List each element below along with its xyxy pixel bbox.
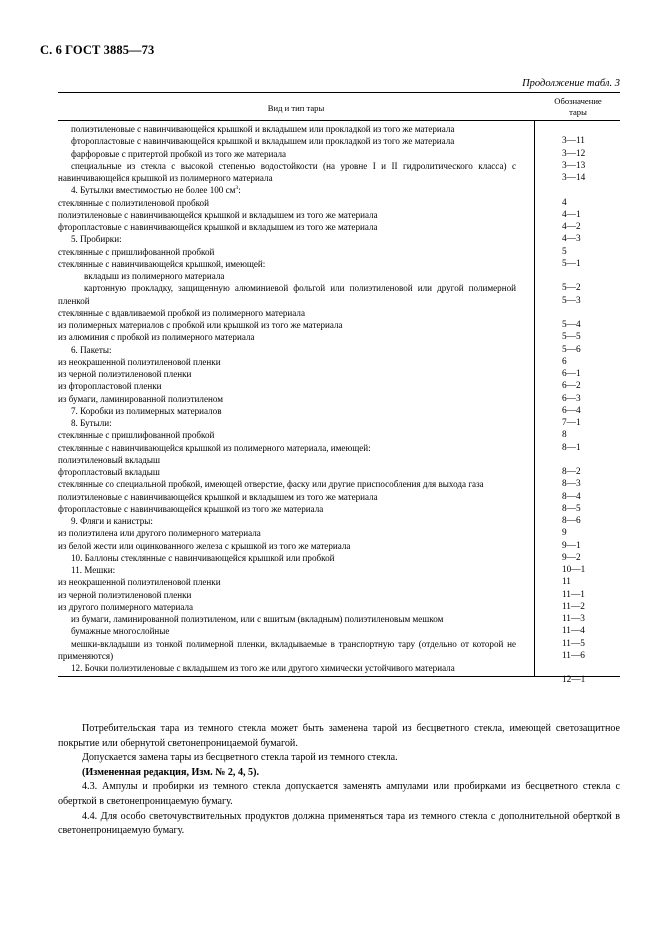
table-cell-description: полиэтиленовый вкладыш <box>58 454 160 465</box>
table-cell-description: полиэтиленовые с навинчивающейся крышкой и вкладышем из того же материала <box>58 491 378 502</box>
table-cell-description: из черной полиэтиленовой пленки <box>58 589 192 600</box>
table-cell-code: 8—2 <box>562 467 581 477</box>
table-body <box>58 121 620 686</box>
table-cell-code: 5 <box>562 246 567 257</box>
table-cell-description: из полимерных материалов с пробкой или крышкой из того же материала <box>58 320 343 330</box>
table-cell-code: 4—2 <box>562 222 581 232</box>
table-cell-description: 8. Бутыли: <box>71 418 112 428</box>
table-cell-description: 5. Пробирки: <box>71 234 122 245</box>
table-cell-description: из фторопластовой пленки <box>58 381 162 392</box>
table-cell-description: стеклянные с навинчивающейся крышкой из полимерного материала, имеющей: <box>58 442 371 453</box>
table-cell-description: из неокрашенной полиэтиленовой пленки <box>58 356 221 367</box>
table-cell-description: картонную прокладку, защищенную алюминиевой фольгой или полиэтиленовой или другой полимерной пленкой <box>58 283 516 306</box>
table-cell-description: из черной полиэтиленовой пленки <box>58 369 192 379</box>
table-rows <box>58 121 620 686</box>
table-cell-code: 3—12 <box>562 148 586 159</box>
table-cell-code: 8—3 <box>562 479 581 490</box>
table-cell-description: фарфоровые с притертой пробкой из того же материала <box>71 148 287 159</box>
body-paragraph: Потребительская тара из темного стекла может быть заменена тарой из бесцветного стекла, имеющей светозащитное покрытие или обернутой светонепроницаемой бумагой. <box>58 723 620 749</box>
table-cell-description: полиэтиленовые с навинчивающейся крышкой и вкладышем из того же материала <box>58 209 378 220</box>
table-cell-code: 3—13 <box>562 160 586 171</box>
table-row <box>58 148 620 171</box>
table-row <box>58 638 620 663</box>
table-cell-code: 6—4 <box>562 405 581 416</box>
body-paragraph: (Измененная редакция, Изм. № 2, 4, 5). <box>82 766 259 778</box>
table-cell-description: фторопластовые с навинчивающейся крышкой и вкладышем из того же материала <box>58 222 378 232</box>
table-cell-description: 9. Фляги и канистры: <box>71 516 153 526</box>
table-cell-description: 10. Баллоны стеклянные с навинчивающейся крышкой или пробкой <box>71 552 335 563</box>
table-cell-description: стеклянные со специальной пробкой, имеющей отверстие, фаску или другие приспособления для выхода газа <box>58 479 484 490</box>
table-cell-code: 11—1 <box>562 589 585 600</box>
table-row <box>58 282 620 307</box>
table-cell-code: 8—6 <box>562 516 581 526</box>
table-cell-code: 3—14 <box>562 173 586 183</box>
body-paragraph: Допускается замена тары из бесцветного стекла тарой из темного стекла. <box>82 752 398 764</box>
table-cell-code: 11—4 <box>562 626 585 637</box>
table-cell-code: 8—4 <box>562 491 581 502</box>
table-cell-code: 4—1 <box>562 209 581 220</box>
body-text <box>58 722 620 839</box>
running-head: С. 6 ГОСТ 3885—73 <box>40 43 155 57</box>
table-header-row <box>58 93 620 120</box>
table-row <box>58 442 620 454</box>
table-cell-description: 7. Коробки из полимерных материалов <box>71 405 222 416</box>
table-cell-description: стеклянные с пришлифованной пробкой <box>58 430 215 441</box>
body-paragraph: 4.4. Для особо светочувствительных продуктов должна применяться тара из темного стекла с дополнительной оберткой в светонепроницаемую бумагу. <box>58 810 620 837</box>
table-cell-code: 7—1 <box>562 418 581 428</box>
table-cell-code: 11—3 <box>562 614 585 624</box>
table-row <box>58 160 620 185</box>
table-cell-code: 5—6 <box>562 344 581 355</box>
table-cell-code: 4—3 <box>562 234 581 245</box>
table-cell-code: 11—6 <box>562 650 585 661</box>
table-cell-code: 11 <box>562 577 571 588</box>
table-cell-description: из бумаги, ламинированной полиэтиленом, или с вшитым (вкладным) полиэтиленовым мешком <box>71 614 444 624</box>
table-cell-code: 6 <box>562 356 567 367</box>
table-cell-description: специальные из стекла с высокой степенью водостойкости (на уровне I и II гидролитического класса) с навинчивающейся крышкой из полимерного материала <box>58 160 516 183</box>
table-cell-description: из белой жести или оцинкованного железа с крышкой из того же материала <box>58 540 351 551</box>
table-cell-code: 9 <box>562 528 567 539</box>
table-cell-code: 6—1 <box>562 369 581 379</box>
table-cell-description: 12. Бочки полиэтиленовые с вкладышем из того же или другого химически устойчивого материала <box>71 663 455 673</box>
table-cell-code: 6—3 <box>562 393 581 404</box>
tara-types-table <box>58 92 620 686</box>
column-header-description: Вид и тип тары <box>267 103 325 113</box>
table-cell-code: 5—2 <box>562 283 581 294</box>
column-header-code <box>536 96 620 118</box>
table-cell-code: 8—5 <box>562 503 581 514</box>
table-continuation-caption: Продолжение табл. 3 <box>522 78 620 89</box>
table-cell-description: стеклянные с вдавливаемой пробкой из полимерного материала <box>58 307 305 318</box>
table-cell-code: 4 <box>562 197 567 208</box>
table-cell-description: из алюминия с пробкой из полимерного материала <box>58 332 255 343</box>
table-cell-description: из бумаги, ламинированной полиэтиленом <box>58 393 223 404</box>
table-cell-description: полиэтиленовые с навинчивающейся крышкой и вкладышем или прокладкой из того же материала <box>71 124 455 134</box>
table-cell-code: 5—5 <box>562 332 581 343</box>
table-cell-description: мешки-вкладыши из тонкой полимерной пленки, вкладываемые в транспортную тару (отдельно от которой не применяются) <box>58 638 516 661</box>
table-cell-description: из полиэтилена или другого полимерного материала <box>58 528 261 539</box>
table-row <box>58 662 620 686</box>
table-cell-code: 9—1 <box>562 540 581 551</box>
column-header-code-line1: Обозначение <box>554 96 602 106</box>
table-cell-description: бумажные многослойные <box>71 626 170 637</box>
table-cell-description: 11. Мешки: <box>71 565 116 575</box>
table-cell-description: стеклянные с навинчивающейся крышкой, имеющей: <box>58 258 266 269</box>
table-cell-code: 12—1 <box>562 675 586 686</box>
table-cell-code: 10—1 <box>562 565 586 575</box>
table-cell-code: 11—2 <box>562 601 585 612</box>
table-cell-code: 5—1 <box>562 258 581 269</box>
body-paragraph: 4.3. Ампулы и пробирки из темного стекла допускается заменять ампулами или пробирками из бесцветного стекла с оберткой в светонепроницаемую бумагу. <box>58 781 620 807</box>
table-cell-code: 8 <box>562 430 567 441</box>
table-row <box>58 270 620 294</box>
table-cell-description: стеклянные с полиэтиленовой пробкой <box>58 197 209 208</box>
table-cell-code: 11—5 <box>562 638 585 649</box>
table-cell-description: фторопластовый вкладыш <box>58 467 160 477</box>
table-cell-description: 4. Бутылки вместимостью не более 100 $см^3$: <box>71 185 241 196</box>
table-cell-description: из неокрашенной полиэтиленовой пленки <box>58 577 221 588</box>
table-cell-description: фторопластовые с навинчивающейся крышкой и вкладышем или прокладкой из того же материала <box>71 136 455 147</box>
table-cell-code: 8—1 <box>562 442 581 453</box>
table-cell-code: 5—3 <box>562 295 581 306</box>
table-cell-description: вкладыш из полимерного материала <box>84 271 225 281</box>
table-cell-code: 3—11 <box>562 136 585 147</box>
table-cell-code: 9—2 <box>562 552 581 563</box>
table-row <box>58 258 620 270</box>
table-row <box>58 625 620 649</box>
table-cell-code: 5—4 <box>562 320 581 330</box>
column-header-code-line2: тары <box>569 107 587 117</box>
table-cell-description: фторопластовые с навинчивающейся крышкой из того же материала <box>58 503 324 514</box>
table-cell-description: из другого полимерного материала <box>58 601 194 612</box>
table-cell-description: 6. Пакеты: <box>71 344 112 355</box>
table-cell-description: стеклянные с пришлифованной пробкой <box>58 246 215 257</box>
table-cell-code: 6—2 <box>562 381 581 392</box>
table-bottom-rule <box>58 676 620 677</box>
